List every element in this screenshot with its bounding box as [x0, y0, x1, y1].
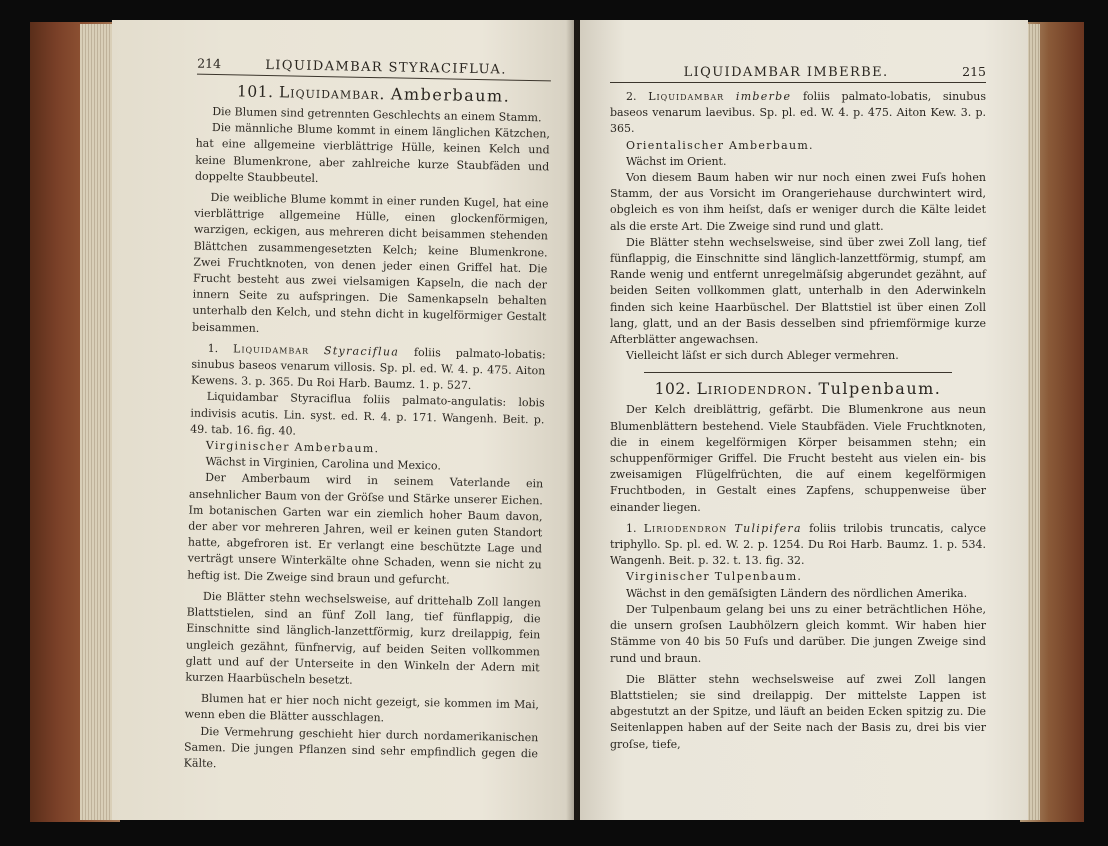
running-head-right [610, 64, 986, 83]
paragraph: Der Tulpenbaum gelang bei uns zu einer beträchtlichen Höhe, die unsern groſsen Laubhölzern gleich kommt. Wir haben hier Stämme von 40 bis 50 Fuſs und darüber. Die jungen Zweige sind rund und braun. [610, 602, 986, 665]
species-common-name: Orientalischer Amberbaum. [626, 138, 814, 152]
species-common-name: Virginischer Amberbaum. [205, 438, 380, 456]
running-head-title-left: LIQUIDAMBAR STYRACIFLUA. [265, 57, 507, 78]
paragraph: Der Amberbaum wird in seinem Vaterlande ein ansehnlicher Baum von der Gröſse und Stärke unserer Eichen. Im botanischen Garten war ein ziemlich hoher Baum davon, der aber vor mehreren Jahren, weil er keinen guten Standort hatte, abgefroren ist. Er verlangt eine beschützte Lage und verträgt unsere Winterkälte ohne Schaden, wenn sie nicht zu heftig ist. Die Zweige sind braun und gefurcht. [187, 471, 544, 587]
left-page-content [112, 20, 574, 820]
genus-heading-liriodendron [610, 379, 986, 398]
page-number-left: 214 [197, 55, 222, 72]
paragraph: Von diesem Baum haben wir nur noch einen zwei Fuſs hohen Stamm, der aus Vorsicht im Orangeriehause durchwintert wird, obgleich es von ihm heiſst, daſs er weniger durch die Kälte leidet als die erste Art. Die Zweige sind rund und glatt. [610, 171, 986, 233]
species-habitat: Wächst in Virginien, Carolina und Mexico. [205, 455, 442, 473]
species-number: 2. [626, 90, 637, 103]
paragraph: Die Blätter stehn wechselsweise auf zwei Zoll langen Blattstielen; sie sind dreilappig. Der mittelste Lappen ist abgestutzt an der Spitze, und läuft an beiden Ecken spitzig zu. Die Seitenlappen haben auf der Seite nach der Basis zu, drei bis vier groſse, tiefe, [610, 672, 986, 751]
species-diagnosis: foliis palmato-lobatis, sinubus baseos venarum laevibus. Sp. pl. ed. W. 4. p. 475. Aiton Kew. 3. p. 365. [610, 90, 987, 136]
left-page [112, 20, 574, 820]
genus-heading-liquidambar [196, 81, 550, 107]
genus-german: Tulpenbaum. [818, 379, 942, 399]
species-epithet: Tulipifera [734, 521, 802, 535]
species-diagnosis: foliis trilobis truncatis, calyce triphyllo. Sp. pl. ed. W. 2. p. 1254. Du Roi Harb. Baumz. 1. p. 534. Wangenh. Beit. p. 32. t. 13. fig. 32. [610, 521, 986, 568]
genus-number: 102. [654, 380, 692, 399]
species-habitat: Wächst in den gemäſsigten Ländern des nördlichen Amerika. [626, 586, 968, 600]
species-genus: Liquidambar [648, 90, 725, 103]
section-divider [644, 372, 952, 373]
paragraph: Der Kelch dreiblättrig, gefärbt. Die Blumenkrone aus neun Blumenblättern bestehend. Viele Staubfäden. Viele Fruchtknoten, die in einem kegelförmigen Körper beisammen stehn; ein schuppenförmiger Griffel. Die Frucht besteht aus vielen ein- bis zweisamigen Flügelfrüchten, die auf einem kegelförmigen Fruchtboden, in Gestalt eines Zapfens, schuppenweise über einander liegen. [610, 403, 986, 514]
species-number: 1. [207, 341, 219, 355]
running-head-title-right: LIQUIDAMBAR IMBERBE. [683, 65, 889, 80]
right-page [580, 20, 1028, 820]
species-entry-styraciflua [191, 340, 546, 395]
genus-german: Amberbaum. [390, 84, 511, 106]
paragraph: Die männliche Blume kommt in einem länglichen Kätzchen, hat eine allgemeine vierblättrige Hülle, keinen Kelch und keine Blumenkrone, aber zahlreiche kurze Staubfäden und doppelte Staubbeutel. [194, 121, 551, 185]
genus-latin: Liriodendron. [696, 380, 813, 399]
species-diagnosis: foliis palmato-lobatis: sinubus baseos venarum villosis. Sp. pl. ed. W. 4. p. 475. Aiton Kewens. 3. p. 365. Du Roi Harb. Baumz. 1. p. 527. [190, 345, 546, 393]
species-epithet: Styraciflua [323, 343, 400, 359]
species-genus: Liquidambar [232, 342, 310, 357]
paragraph: Vielleicht läſst er sich durch Ableger vermehren. [626, 349, 899, 363]
species-number: 1. [626, 521, 637, 535]
paragraph: Die Blätter stehn wechselsweise, auf drittehalb Zoll langen Blattstielen, sind an fünf Zoll lang, tief fünflappig, die Einschnitte sind länglich-lanzettförmig, kurz dreilappig, fein ungleich gezähnt, fünfnervig, auf beiden Seiten vollkommen glatt und auf der Unterseite in den Winkeln der Adern mit kurzen Haarbüscheln besetzt. [185, 589, 542, 687]
species-entry-imberbe [610, 89, 986, 138]
paragraph: Die Vermehrung geschieht hier durch nordamerikanischen Samen. Die jungen Pflanzen sind sehr empfindlich gegen die Kälte. [183, 724, 539, 771]
genus-number: 101. [236, 82, 274, 102]
species-habitat: Wächst im Orient. [626, 154, 727, 168]
species-common-name: Virginischer Tulpenbaum. [626, 570, 803, 584]
paragraph: Blumen hat er hier noch nicht gezeigt, sie kommen im Mai, wenn eben die Blätter ausschlagen. [184, 691, 540, 725]
paragraph: Die weibliche Blume kommt in einer runden Kugel, hat eine vierblättrige allgemeine Hülle, einen glockenförmigen, warzigen, eckigen, aus mehreren dicht beisammen stehenden Blättchen zusammengesetzten Kelch; keine Blumenkrone. Zwei Fruchtknoten, von denen jeder einen Griffel hat. Die Frucht besteht aus zwei vielsamigen Kapseln, die nach der innern Seite zu aufspringen. Die Samenkapseln behalten unterhalb den Kelch, und stehn dicht in kugelförmiger Gestalt beisammen. [192, 190, 549, 335]
running-head-left [197, 56, 551, 82]
species-entry-tulipifera [610, 521, 986, 570]
page-number-right: 215 [962, 64, 986, 79]
genus-latin: Liquidambar. [278, 83, 386, 104]
species-synonym: Liquidambar Styraciflua foliis palmato-angulatis: lobis indivisis acutis. Lin. syst. ed. R. 4. p. 171. Wangenh. Beit. p. 49. tab. 16. fig. 40. [190, 390, 545, 438]
right-page-content [580, 20, 1028, 820]
species-genus: Liriodendron [643, 521, 728, 535]
species-epithet: imberbe [735, 90, 792, 103]
paragraph: Die Blätter stehn wechselsweise, sind über zwei Zoll lang, tief fünflappig, die Einschnitte sind länglich-lanzettförmig, stumpf, am Rande wenig und entfernt unregelmäſsig abgerundet gezähnt, auf beiden Seiten vollkommen glatt, unterhalb in den Aderwinkeln finden sich keine Haarbüschel. Der Blattstiel ist über einen Zoll lang, glatt, und an der Basis desselben sind pfriemförmige kurze Afterblätter angewachsen. [610, 235, 986, 347]
paragraph: Die Blumen sind getrennten Geschlechts an einem Stamm. [212, 104, 542, 125]
